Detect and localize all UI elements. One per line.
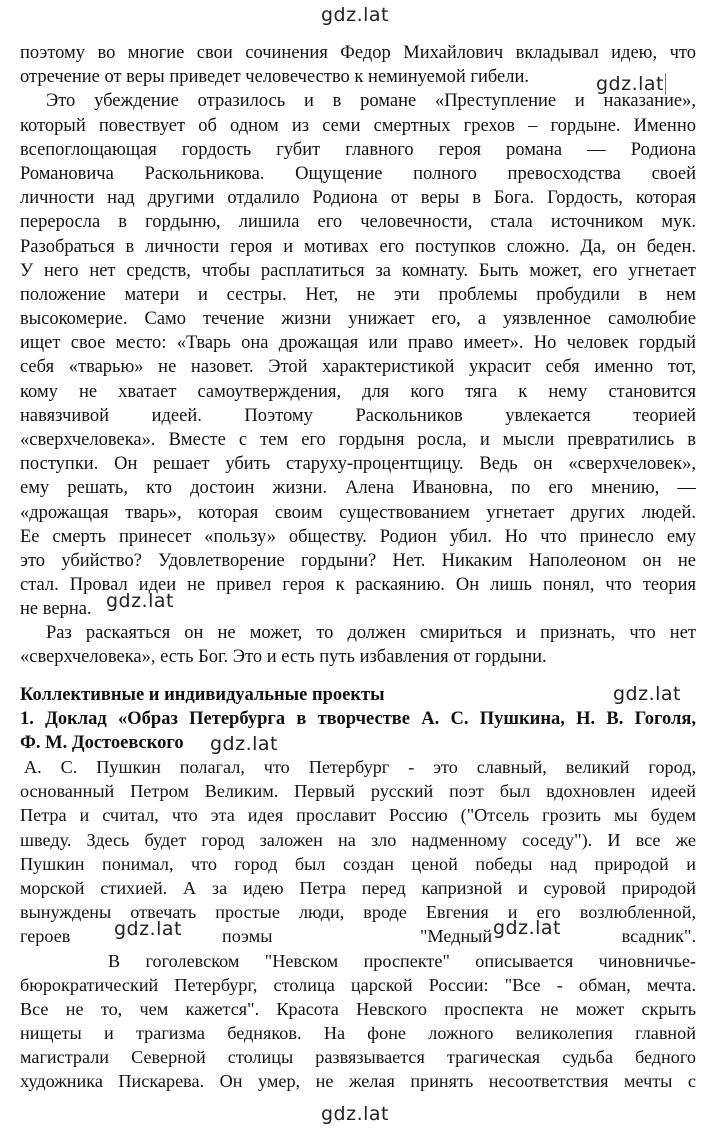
- watermark-bottom: gdz.lat: [321, 1103, 390, 1125]
- text-line: Разобраться в личности героя и мотивах его поступков сложно. Да, он беден.: [20, 236, 696, 257]
- text-line: переросла в гордыню, лишила его человечности, стала источником мук.: [20, 212, 696, 233]
- conclusion-paragraph: [20, 621, 696, 669]
- text-line: поэтому во многие свои сочинения Федор Михайлович вкладывал идею, что: [20, 43, 696, 63]
- text-line: Ее смерть принесет «пользу» обществу. Родион убил. Но что принесло ему: [20, 526, 696, 547]
- text-line: художника Пискарева. Он умер, не желая принять несоответствия мечты с: [20, 1071, 696, 1092]
- watermark-heroes: gdz.lat: [114, 918, 183, 940]
- text-line: Пушкин понимал, что город был создан ценой победы над природой и: [20, 853, 696, 874]
- text-line: Петра и считал, что эта идея прославит Россию ("Отсель грозить мы будем: [20, 805, 696, 826]
- text-line: личности над другими отдалило Родиона от веры в Бога. Гордость, которая: [20, 188, 696, 209]
- watermark-medny: gdz.lat: [493, 917, 562, 939]
- text-line: магистрали Северной столицы развязывается трагическая судьба бедного: [20, 1047, 696, 1068]
- section-heading: Коллективные и индивидуальные проекты: [20, 685, 385, 705]
- text-line: основанный Петром Великим. Первый русский поэт был вдохновлен идеей: [20, 781, 696, 802]
- text-line: высокомерие. Само течение жизни унижает его, а уязвленное самолюбие: [20, 309, 696, 330]
- word: героев: [20, 926, 71, 947]
- report-text: [20, 755, 696, 1094]
- text-line: всепоглощающая гордость губит главного героя романа — Родиона: [20, 139, 696, 160]
- text-line: ему решать, кто достоин жизни. Алена Ивановна, по его мнению, —: [20, 478, 696, 499]
- text-line: шведу. Здесь будет город заложен на зло надменному соседу"). И все же: [20, 829, 696, 850]
- text-line: который повествует об одном из семи смертных грехов – гордыне. Именно: [20, 115, 696, 136]
- text-line: не верна.: [20, 599, 92, 620]
- text-line: ищет свое место: «Тварь она дрожащая или право имеет». Но человек гордый: [20, 333, 696, 354]
- text-line: вынуждены отвечать простые люди, вроде Евгения и его возлюбленной,: [20, 902, 696, 923]
- text-line: себя «тварью» не назовет. Этой характеристикой украсит себя именно тот,: [20, 357, 696, 378]
- watermark-line2: gdz.lat: [596, 73, 665, 95]
- text-line: «сверхчеловека», есть Бог. Это и есть путь избавления от гордыни.: [20, 647, 547, 668]
- watermark-dostoevsky: gdz.lat: [210, 733, 279, 755]
- text-line: навязчивой идеей. Поэтому Раскольников увлекается теорией: [20, 405, 696, 426]
- text-line: положение матери и сестры. Нет, не эти проблемы пробудили в нем: [20, 284, 696, 305]
- watermark-top: gdz.lat: [321, 4, 390, 26]
- text-line: это убийство? Удовлетворение гордыни? Нет. Никаким Наполеоном он не: [20, 550, 696, 571]
- watermark-teoriya: gdz.lat: [106, 590, 175, 612]
- projects-heading: [20, 683, 696, 756]
- heroes-line: [20, 924, 696, 948]
- text-line: Все не то, чем кажется". Красота Невского проспекта не может скрыть: [20, 998, 696, 1019]
- word: "Медный: [420, 926, 493, 947]
- text-line: нищеты и трагизма бедняков. На фоне ложного великолепия главной: [20, 1023, 696, 1044]
- text-line: Романовича Раскольникова. Ощущение полного превосходства своей: [20, 163, 696, 184]
- text-line: отречение от веры приведет человечество к неминуемой гибели.: [20, 67, 529, 88]
- word: поэмы: [222, 926, 273, 947]
- text-line: Это убеждение отразилось и в романе «Преступление и наказание»,: [46, 91, 696, 112]
- text-line: «сверхчеловека». Вместе с тем его гордыня росла, и мысли превратились в: [20, 430, 696, 450]
- text-line: У него нет средств, чтобы расплатиться за комнату. Быть может, его угнетает: [20, 260, 696, 281]
- text-line: В гоголевском "Невском проспекте" описывается чиновничье-: [108, 950, 696, 971]
- text-line: поступки. Он решает убить старуху-процентщицу. Ведь он «сверхчеловек»,: [20, 454, 696, 475]
- report-title-line: 1. Доклад «Образ Петербурга в творчестве А. С. Пушкина, Н. В. Гоголя,: [20, 709, 696, 730]
- text-line: «дрожащая тварь», которая своим существованием угнетает других людей.: [20, 502, 696, 523]
- word: всадник".: [621, 926, 696, 947]
- text-line: А. С. Пушкин полагал, что Петербург - это славный, великий город,: [24, 757, 696, 777]
- report-title-line: Ф. М. Достоевского: [20, 733, 184, 754]
- text-line: стал. Провал идеи не привел героя к раскаянию. Он лишь понял, что теория: [20, 575, 696, 596]
- essay-paragraphs: [20, 41, 696, 622]
- watermark-projects: gdz.lat: [613, 683, 682, 705]
- text-line: бюрократический Петербург, столица царской России: "Все - обман, мечта.: [20, 974, 696, 995]
- text-line: кому не хватает самоутверждения, для кого тяга к нему становится: [20, 381, 696, 402]
- text-line: Раз раскаяться он не может, то должен смириться и признать, что нет: [46, 623, 696, 643]
- text-line: морской стихией. А за идею Петра перед капризной и суровой природой: [20, 877, 696, 898]
